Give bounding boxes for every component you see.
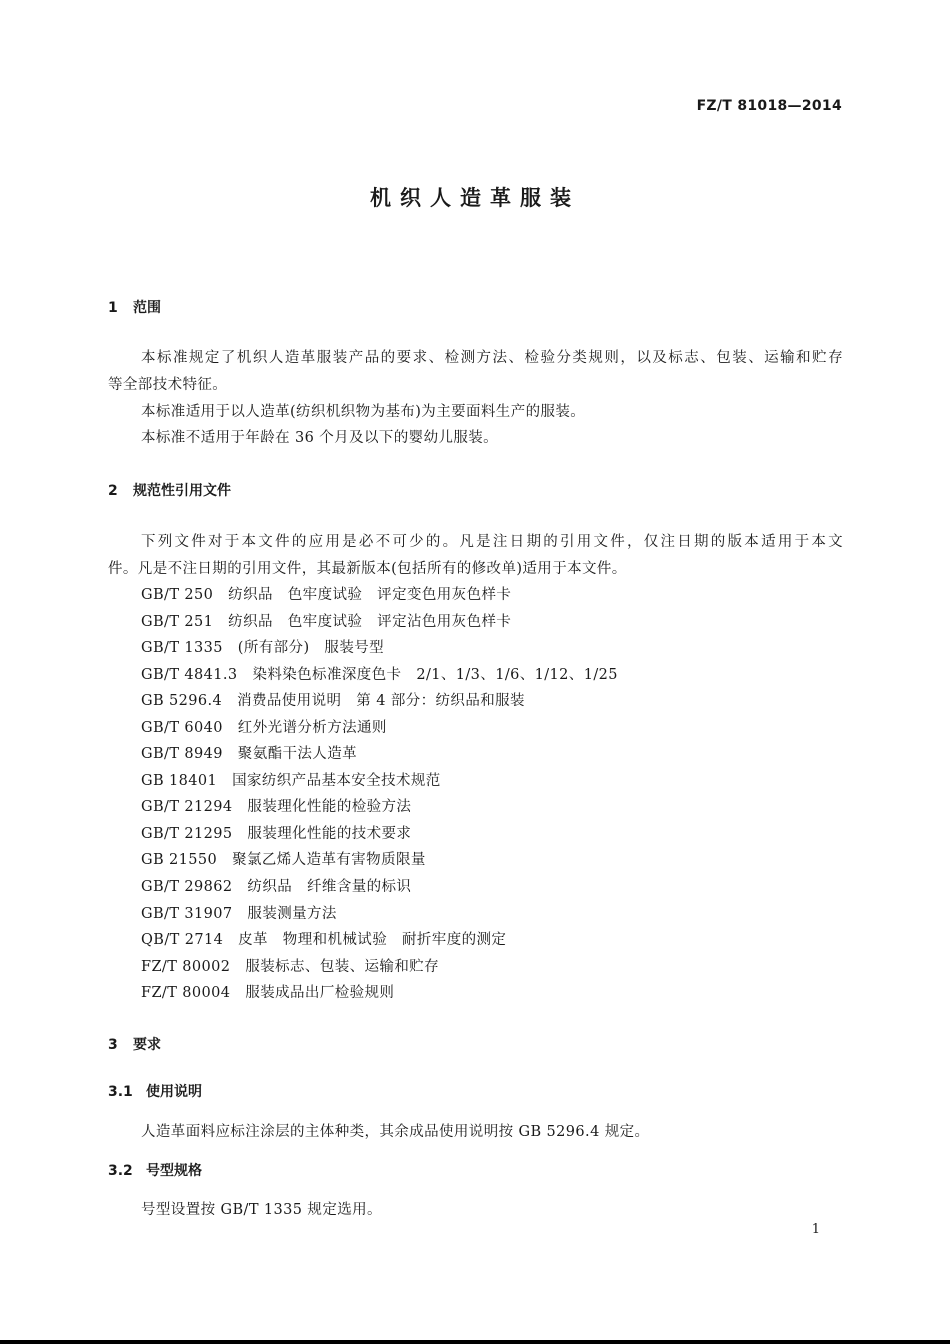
reference-item: GB/T 4841.3 染料染色标准深度色卡 2/1、1/3、1/6、1/12、1/25 bbox=[141, 667, 618, 683]
section-2-title: 规范性引用文件 bbox=[133, 483, 231, 499]
reference-item: GB/T 8949 聚氨酯干法人造革 bbox=[141, 746, 358, 762]
section-2-heading bbox=[108, 480, 231, 500]
reference-item: GB 21550 聚氯乙烯人造革有害物质限量 bbox=[141, 852, 426, 868]
reference-item: GB/T 6040 红外光谱分析方法通则 bbox=[141, 720, 387, 736]
section-1-title: 范围 bbox=[133, 300, 161, 316]
section-2-paragraph-line-2: 件。凡是不注日期的引用文件，其最新版本(包括所有的修改单)适用于本文件。 bbox=[108, 561, 627, 577]
section-3-1-title: 使用说明 bbox=[146, 1084, 202, 1100]
reference-item: FZ/T 80002 服装标志、包装、运输和贮存 bbox=[141, 959, 440, 975]
section-1-paragraph-2: 本标准适用于以人造革(纺织机织物为基布)为主要面料生产的服装。 bbox=[141, 404, 586, 420]
document-title: 机织人造革服装 bbox=[370, 186, 580, 210]
section-3-title: 要求 bbox=[133, 1037, 161, 1053]
section-3-1-number: 3.1 bbox=[108, 1084, 133, 1100]
section-2-number: 2 bbox=[108, 483, 118, 499]
section-3-2-heading bbox=[108, 1160, 202, 1180]
section-3-1-heading bbox=[108, 1081, 202, 1101]
section-3-2-number: 3.2 bbox=[108, 1163, 133, 1179]
bottom-border-line bbox=[0, 1340, 950, 1344]
section-3-2-text: 号型设置按 GB/T 1335 规定选用。 bbox=[141, 1202, 382, 1218]
reference-item: FZ/T 80004 服装成品出厂检验规则 bbox=[141, 985, 395, 1001]
section-1-paragraph-3: 本标准不适用于年龄在 36 个月及以下的婴幼儿服装。 bbox=[141, 430, 499, 446]
section-3-2-title: 号型规格 bbox=[146, 1163, 202, 1179]
reference-item: QB/T 2714 皮革 物理和机械试验 耐折牢度的测定 bbox=[141, 932, 507, 948]
section-3-heading bbox=[108, 1034, 161, 1054]
section-1-number: 1 bbox=[108, 300, 118, 316]
reference-item: GB/T 1335 (所有部分) 服装号型 bbox=[141, 640, 385, 656]
section-2-paragraph-line-1: 下列文件对于本文件的应用是必不可少的。凡是注日期的引用文件，仅注日期的版本适用于本文 bbox=[141, 534, 843, 550]
reference-item: GB/T 21295 服装理化性能的技术要求 bbox=[141, 826, 412, 842]
reference-item: GB/T 250 纺织品 色牢度试验 评定变色用灰色样卡 bbox=[141, 587, 512, 603]
section-1-paragraph-1-line-2: 等全部技术特征。 bbox=[108, 377, 228, 393]
reference-item: GB 18401 国家纺织产品基本安全技术规范 bbox=[141, 773, 441, 789]
standard-code: FZ/T 81018—2014 bbox=[696, 98, 842, 114]
page-number: 1 bbox=[811, 1222, 820, 1237]
reference-item: GB/T 31907 服装测量方法 bbox=[141, 906, 337, 922]
section-1-paragraph-1-line-1: 本标准规定了机织人造革服装产品的要求、检测方法、检验分类规则，以及标志、包装、运输和贮存 bbox=[141, 350, 843, 366]
reference-item: GB/T 29862 纺织品 纤维含量的标识 bbox=[141, 879, 412, 895]
section-3-number: 3 bbox=[108, 1037, 118, 1053]
reference-item: GB/T 251 纺织品 色牢度试验 评定沾色用灰色样卡 bbox=[141, 614, 512, 630]
section-3-1-text: 人造革面料应标注涂层的主体种类，其余成品使用说明按 GB 5296.4 规定。 bbox=[141, 1124, 650, 1140]
section-1-heading bbox=[108, 297, 161, 317]
reference-item: GB/T 21294 服装理化性能的检验方法 bbox=[141, 799, 412, 815]
reference-item: GB 5296.4 消费品使用说明 第 4 部分：纺织品和服装 bbox=[141, 693, 525, 709]
